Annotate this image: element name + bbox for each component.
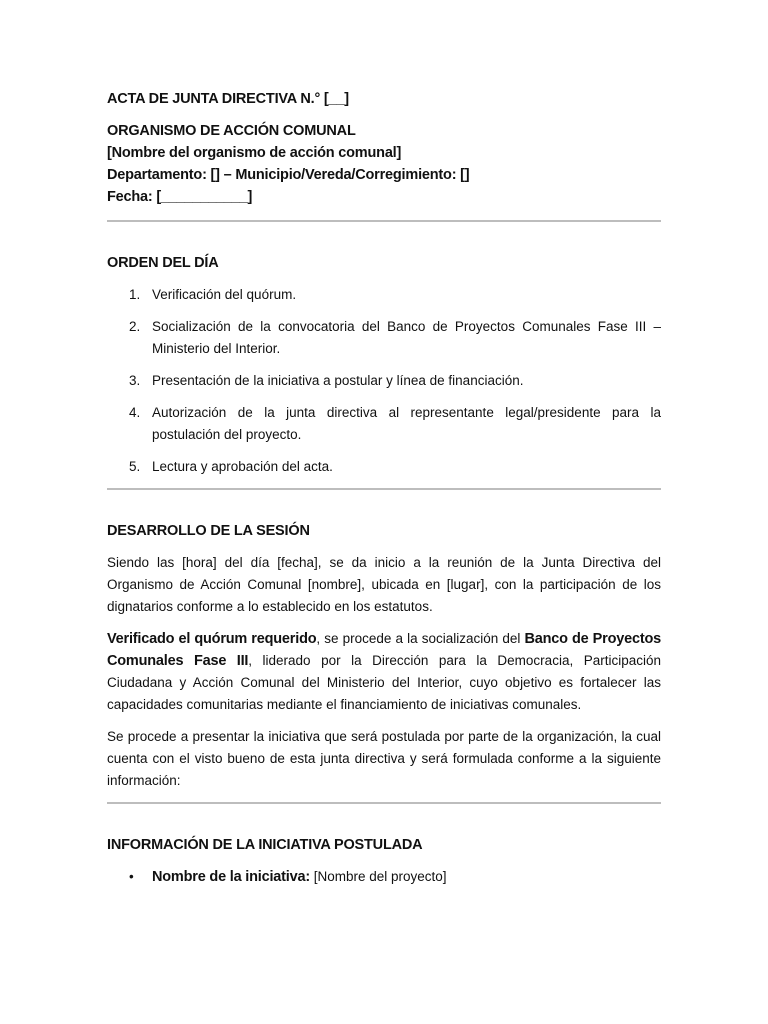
session-paragraph: Se procede a presentar la iniciativa que será postulada por parte de la organización, la cual cuenta con el visto bueno de esta junta directiva y será formulada conforme a la siguiente información:: [107, 729, 661, 788]
agenda-item: [107, 456, 661, 478]
date-line: Fecha: [___________]: [107, 189, 253, 205]
organism-label: ORGANISMO DE ACCIÓN COMUNAL: [107, 123, 356, 139]
agenda-title: ORDEN DEL DÍA: [107, 255, 219, 271]
agenda-item: [107, 316, 661, 360]
initiative-name-label: Nombre de la iniciativa:: [152, 869, 310, 885]
divider: [107, 488, 661, 490]
agenda-section: [107, 252, 661, 478]
acta-title: ACTA DE JUNTA DIRECTIVA N.° [__]: [107, 91, 349, 107]
session-paragraph: Siendo las [hora] del día [fecha], se da inicio a la reunión de la Junta Directiva del Organismo de Acción Comunal [nombre], ubicada en [lugar], con la participación de los dignatarios conforme a lo establecido en los estatutos.: [107, 555, 661, 614]
agenda-item-text: Presentación de la iniciativa a postular y línea de financiación.: [152, 373, 524, 388]
agenda-list: [107, 284, 661, 478]
agenda-item-text: Lectura y aprobación del acta.: [152, 459, 333, 474]
agenda-item-number: 2.: [129, 319, 141, 334]
agenda-item-text: Autorización de la junta directiva al representante legal/presidente para la postulación del proyecto.: [152, 405, 661, 442]
initiative-list: [107, 866, 661, 888]
initiative-item: [107, 866, 661, 888]
initiative-section: [107, 834, 661, 888]
location-line: Departamento: [] – Municipio/Vereda/Corregimiento: []: [107, 167, 470, 183]
paragraph-text: , se procede a la socialización del: [316, 631, 525, 646]
paragraph-text: , liderado por la Dirección para la Democracia, Participación Ciudadana y Acción Comunal del Ministerio del Interior, cuyo objetivo es fortalecer las capacidades comunitarias mediante el financiamiento de iniciativas comunales.: [107, 653, 661, 712]
session-paragraph: [107, 628, 661, 716]
agenda-item: [107, 284, 661, 306]
session-section: [107, 520, 661, 792]
organism-name: [Nombre del organismo de acción comunal]: [107, 145, 402, 161]
document-page: [107, 88, 661, 888]
bullet-icon: •: [129, 869, 134, 884]
session-title: DESARROLLO DE LA SESIÓN: [107, 523, 310, 539]
agenda-item-text: Verificación del quórum.: [152, 287, 297, 302]
initiative-title: INFORMACIÓN DE LA INICIATIVA POSTULADA: [107, 837, 423, 853]
divider: [107, 220, 661, 222]
initiative-name-value: [Nombre del proyecto]: [309, 869, 447, 884]
agenda-item: [107, 402, 661, 446]
agenda-item: [107, 370, 661, 392]
agenda-item-number: 3.: [129, 373, 141, 388]
bold-text: Banco de Proyectos Comunales Fase III: [107, 631, 661, 669]
agenda-item-text: Socialización de la convocatoria del Banco de Proyectos Comunales Fase III – Ministerio del Interior.: [152, 319, 661, 356]
agenda-item-number: 1.: [129, 287, 141, 302]
bold-text: Verificado el quórum requerido: [107, 631, 317, 647]
agenda-item-number: 4.: [129, 405, 141, 420]
document-header: [107, 88, 661, 208]
divider: [107, 802, 661, 804]
agenda-item-number: 5.: [129, 459, 141, 474]
